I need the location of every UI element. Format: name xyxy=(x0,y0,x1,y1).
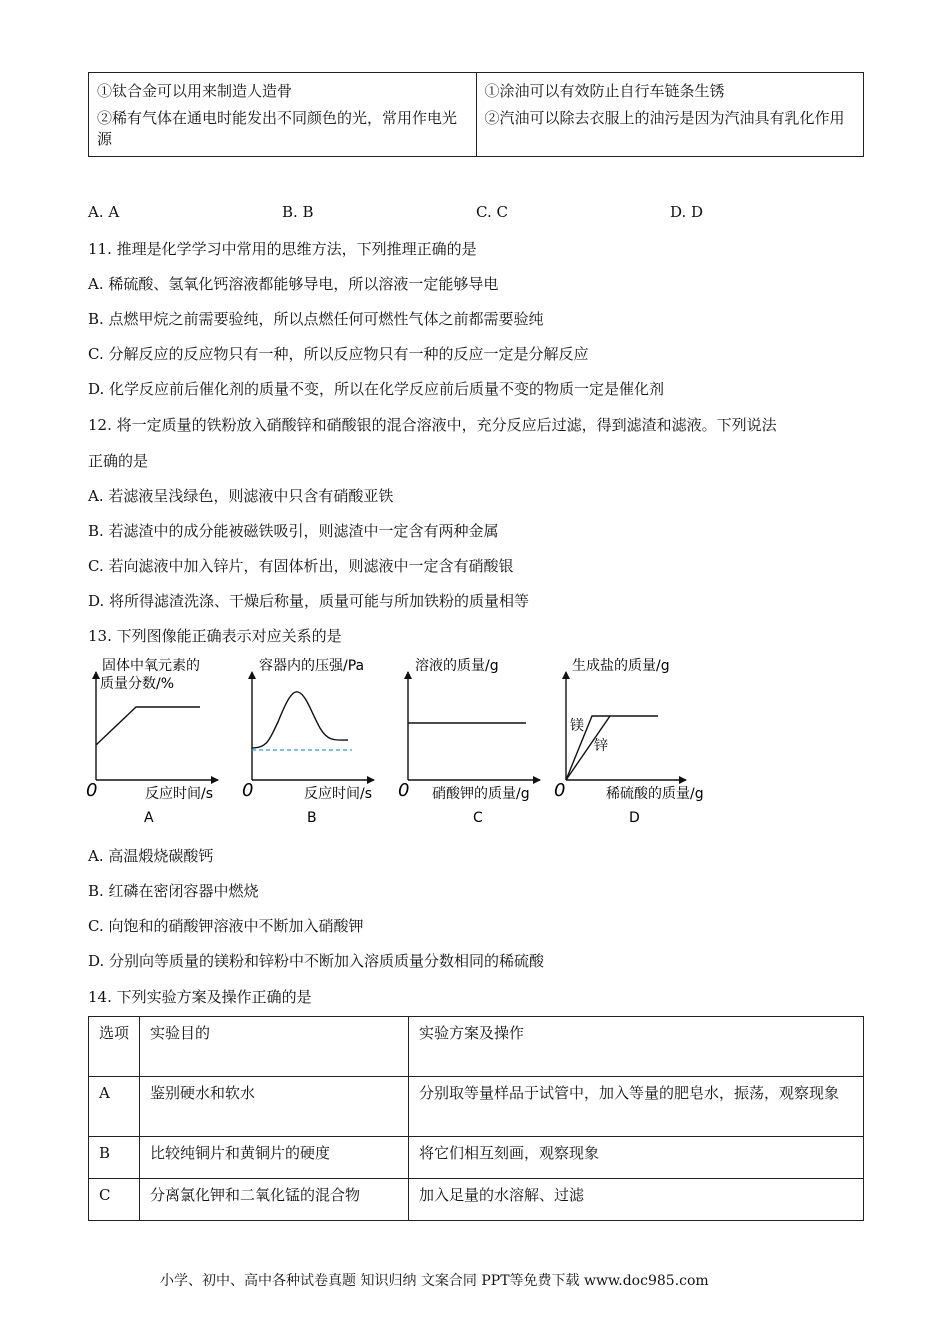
q11-stem: 11. 推理是化学学习中常用的思维方法，下列推理正确的是 xyxy=(88,240,477,258)
graph-c-xlabel: 硝酸钾的质量/g xyxy=(432,786,530,802)
graph-a-ylabel-2: 质量分数/% xyxy=(100,676,175,692)
graph-a-letter: A xyxy=(144,810,154,826)
graph-d xyxy=(554,657,704,826)
q14-row-a-purpose: 鉴别硬水和软水 xyxy=(140,1077,409,1137)
graph-b-xlabel: 反应时间/s xyxy=(304,786,373,802)
top-table-right-cell xyxy=(476,73,864,157)
q14-row-a-option: A xyxy=(89,1077,140,1137)
graph-a xyxy=(86,657,218,826)
q13-graphs-svg xyxy=(80,650,740,830)
q10-option-b: B. B xyxy=(282,203,314,221)
q13-graphs xyxy=(80,650,740,830)
top-table-left-1: ①钛合金可以用来制造人造骨 xyxy=(97,82,293,100)
q11-option-d: D. 化学反应前后催化剂的质量不变，所以在化学反应前后质量不变的物质一定是催化剂 xyxy=(88,380,665,398)
q10-option-a: A. A xyxy=(88,203,120,221)
q13-option-d: D. 分别向等质量的镁粉和锌粉中不断加入溶质质量分数相同的稀硫酸 xyxy=(88,952,545,970)
graph-b-letter: B xyxy=(307,810,317,826)
graph-a-curve xyxy=(96,707,200,745)
table-row xyxy=(89,1137,864,1179)
graph-d-letter: D xyxy=(629,810,640,826)
q14-row-c-option: C xyxy=(89,1179,140,1221)
graph-c xyxy=(398,657,540,826)
q10-option-d: D. D xyxy=(670,203,704,221)
graph-c-origin: 0 xyxy=(398,780,410,801)
q11-option-a: A. 稀硫酸、氢氧化钙溶液都能够导电，所以溶液一定能够导电 xyxy=(88,275,499,293)
graph-d-xlabel: 稀硫酸的质量/g xyxy=(606,786,704,802)
q12-option-d: D. 将所得滤渣洗涤、干燥后称量，质量可能与所加铁粉的质量相等 xyxy=(88,592,530,610)
graph-d-ylabel: 生成盐的质量/g xyxy=(572,658,670,674)
q14-table xyxy=(88,1016,864,1221)
q13-option-b: B. 红磷在密闭容器中燃烧 xyxy=(88,882,259,900)
q14-stem: 14. 下列实验方案及操作正确的是 xyxy=(88,988,312,1006)
graph-b-curve xyxy=(252,692,348,748)
top-table xyxy=(88,72,864,157)
graph-c-letter: C xyxy=(473,810,483,826)
graph-b-ylabel: 容器内的压强/Pa xyxy=(259,658,365,674)
graph-d-label-zn: 锌 xyxy=(594,738,608,754)
graph-b-origin: 0 xyxy=(242,780,254,801)
q11-option-b: B. 点燃甲烷之前需要验纯，所以点燃任何可燃性气体之前都需要验纯 xyxy=(88,310,544,328)
top-table-right-1: ①涂油可以有效防止自行车链条生锈 xyxy=(484,82,725,100)
graph-d-origin: 0 xyxy=(554,780,566,801)
q14-row-b-purpose: 比较纯铜片和黄铜片的硬度 xyxy=(140,1137,409,1179)
top-table-right-2: ②汽油可以除去衣服上的油污是因为汽油具有乳化作用 xyxy=(484,109,845,127)
page-footer: 小学、初中、高中各种试卷真题 知识归纳 文案合同 PPT等免费下载 www.doc985.com xyxy=(160,1273,709,1289)
table-row xyxy=(89,1077,864,1137)
top-table-left-cell xyxy=(89,73,477,157)
q12-stem-line1: 12. 将一定质量的铁粉放入硝酸锌和硝酸银的混合溶液中，充分反应后过滤，得到滤渣和滤液。下列说法 xyxy=(88,416,777,434)
q14-row-b-method: 将它们相互刻画，观察现象 xyxy=(409,1137,864,1179)
q10-option-c: C. C xyxy=(476,203,508,221)
graph-a-ylabel-1: 固体中氧元素的 xyxy=(102,658,200,674)
q12-option-b: B. 若滤渣中的成分能被磁铁吸引，则滤渣中一定含有两种金属 xyxy=(88,522,499,540)
q14-header-option: 选项 xyxy=(89,1017,140,1077)
graph-a-xlabel: 反应时间/s xyxy=(145,786,214,802)
q12-option-a: A. 若滤液呈浅绿色，则滤液中只含有硝酸亚铁 xyxy=(88,487,394,505)
top-table-left-2: ②稀有气体在通电时能发出不同颜色的光，常用作电光源 xyxy=(97,109,458,148)
q14-header-row xyxy=(89,1017,864,1077)
q14-row-b-option: B xyxy=(89,1137,140,1179)
q13-stem: 13. 下列图像能正确表示对应关系的是 xyxy=(88,627,342,645)
graph-b xyxy=(242,657,374,826)
q12-stem-line2: 正确的是 xyxy=(88,452,149,470)
graph-a-origin: 0 xyxy=(86,780,98,801)
q14-row-c-method: 加入足量的水溶解、过滤 xyxy=(409,1179,864,1221)
graph-d-label-mg: 镁 xyxy=(570,718,584,734)
q12-option-c: C. 若向滤液中加入锌片，有固体析出，则滤液中一定含有硝酸银 xyxy=(88,557,514,575)
q13-option-a: A. 高温煅烧碳酸钙 xyxy=(88,847,214,865)
graph-c-ylabel: 溶液的质量/g xyxy=(415,658,499,674)
q13-option-c: C. 向饱和的硝酸钾溶液中不断加入硝酸钾 xyxy=(88,917,364,935)
q11-option-c: C. 分解反应的反应物只有一种，所以反应物只有一种的反应一定是分解反应 xyxy=(88,345,589,363)
q14-row-a-method: 分别取等量样品于试管中，加入等量的肥皂水，振荡，观察现象 xyxy=(409,1077,864,1137)
q14-header-purpose: 实验目的 xyxy=(140,1017,409,1077)
q14-header-method: 实验方案及操作 xyxy=(409,1017,864,1077)
table-row xyxy=(89,1179,864,1221)
q14-row-c-purpose: 分离氯化钾和二氧化锰的混合物 xyxy=(140,1179,409,1221)
